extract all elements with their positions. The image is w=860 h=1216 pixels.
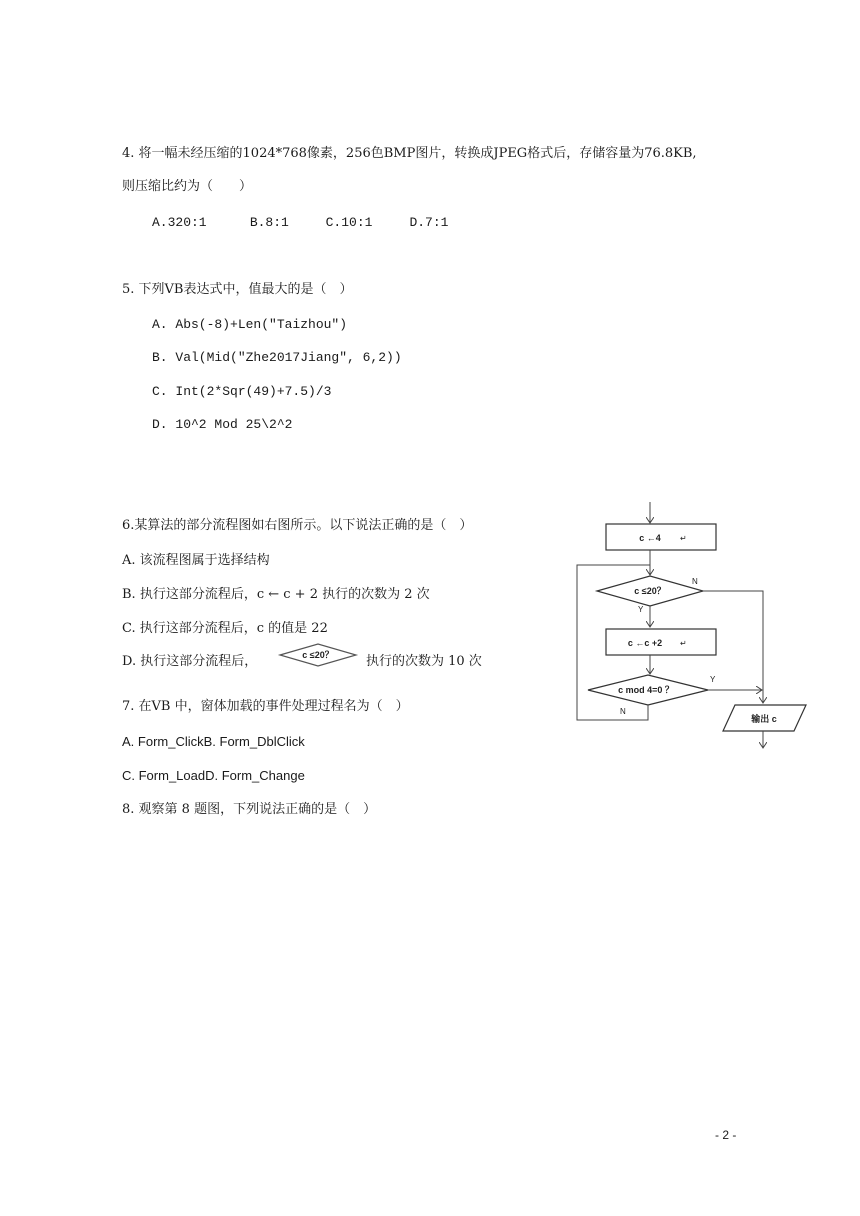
flow-diamond-condition-label: c ≤20？ — [634, 586, 666, 596]
q8-stem: 8. 观察第 8 题图，下列说法正确的是（ ） — [122, 802, 377, 817]
q6-option-b: B. 执行这部分流程后，c ← c + 2 执行的次数为 2 次 — [122, 587, 430, 602]
q5-option-a: A. Abs(-8)+Len("Taizhou") — [152, 317, 348, 332]
return-mark-2: ↵ — [680, 639, 687, 648]
q6-option-a: A. 该流程图属于选择结构 — [122, 553, 270, 568]
flow-box-init-label: c ←4 — [639, 533, 661, 543]
flow-box-init — [606, 524, 716, 550]
flow-box-increment-label: c ←c +2 — [627, 638, 663, 648]
q4-option-a: A.320:1 — [152, 215, 207, 230]
flowchart — [570, 498, 820, 758]
q6-option-c: C. 执行这部分流程后，c 的值是 22 — [122, 621, 328, 636]
q4-option-b: B.8:1 — [249, 215, 289, 230]
flow-yes-label-1: Y — [638, 605, 644, 614]
q5-stem: 5. 下列VB表达式中，值最大的是（ ） — [122, 282, 353, 297]
q5-option-d: D. 10^2 Mod 25\2^2 — [152, 417, 293, 432]
q4-option-d: D.7:1 — [409, 215, 449, 230]
flow-yes-label-2: Y — [710, 675, 716, 684]
page-number: - 2 - — [715, 1128, 737, 1142]
q4-options — [152, 214, 448, 232]
flow-output-label: 输出 c — [751, 714, 777, 724]
flow-no-label-1: N — [692, 577, 698, 586]
q4-option-c: C.10:1 — [325, 215, 373, 230]
q6-option-d-prefix: D. 执行这部分流程后， — [122, 654, 258, 669]
return-mark-1: ↵ — [680, 534, 687, 543]
q7-options-cd: C. Form_LoadD. Form_Change — [122, 768, 305, 783]
q5-option-b: B. Val(Mid("Zhe2017Jiang", 6,2)) — [152, 350, 402, 365]
flow-diamond-mod-label: c mod 4=0 ？ — [618, 685, 674, 695]
q5-option-c: C. Int(2*Sqr(49)+7.5)/3 — [152, 384, 332, 399]
q7-stem: 7. 在VB 中，窗体加载的事件处理过程名为（ ） — [122, 699, 409, 714]
q7-options-ab: A. Form_ClickB. Form_DblClick — [122, 734, 305, 749]
q4-stem-line1: 4. 将一幅未经压缩的1024*768像素，256色BMP图片，转换成JPEG格式后，存储容量为76.8KB, — [122, 146, 697, 161]
q6-stem: 6.某算法的部分流程图如右图所示。以下说法正确的是（ ） — [122, 518, 473, 533]
q4-stem-line2: 则压缩比约为（ ） — [122, 179, 253, 194]
inline-diamond-label: c ≤20？ — [302, 650, 334, 660]
flow-no-label-2: N — [620, 707, 626, 716]
q6-option-d-suffix: 执行的次数为 10 次 — [366, 654, 482, 669]
inline-condition-diamond — [276, 640, 360, 670]
